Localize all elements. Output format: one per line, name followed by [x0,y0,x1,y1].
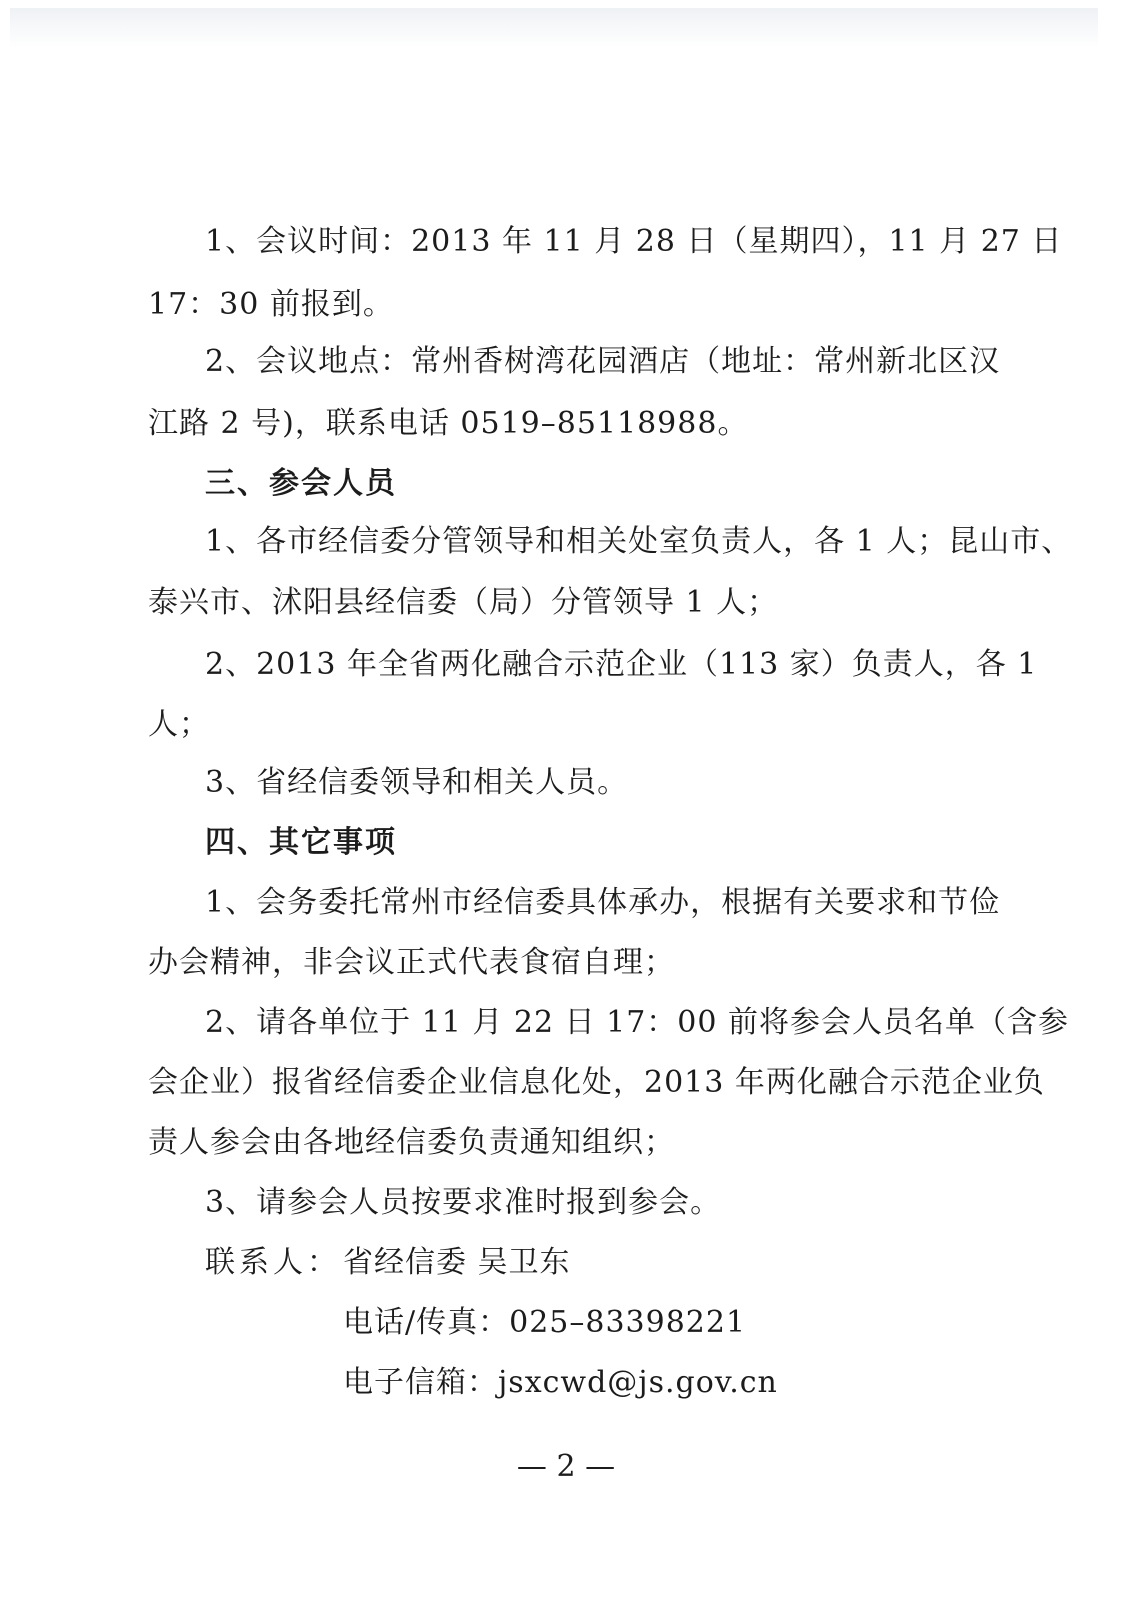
section-3-item-2-line-2: 人； [148,707,210,742]
contact-org-name: 省经信委 吴卫东 [343,1245,571,1280]
section-3-item-2-line-1: 2、2013 年全省两化融合示范企业（113 家）负责人，各 1 [205,647,1038,682]
section-4-item-2-line-3: 责人参会由各地经信委负责通知组织； [148,1125,675,1160]
section-4-item-1-line-2: 办会精神，非会议正式代表食宿自理； [148,945,675,980]
section-4-item-3: 3、请参会人员按要求准时报到参会。 [205,1185,722,1220]
section-4-item-1-line-1: 1、会务委托常州市经信委具体承办，根据有关要求和节俭 [205,885,1001,920]
section-3-item-3: 3、省经信委领导和相关人员。 [205,765,629,800]
section-3-heading: 三、参会人员 [205,466,397,501]
section-4-item-2-line-1: 2、请各单位于 11 月 22 日 17：00 前将参会人员名单（含参 [205,1005,1069,1040]
contact-phone: 电话/传真：025–83398221 [343,1305,747,1340]
contact-email: 电子信箱：jsxcwd@js.gov.cn [343,1365,778,1400]
section-4-heading: 四、其它事项 [205,825,397,860]
meeting-place-line-1: 2、会议地点：常州香树湾花园酒店（地址：常州新北区汉 [205,344,1001,379]
section-3-item-1-line-1: 1、各市经信委分管领导和相关处室负责人，各 1 人；昆山市、 [205,524,1073,559]
meeting-time-line-2: 17：30 前报到。 [148,287,394,322]
page-number: — 2 — [516,1449,616,1484]
meeting-place-line-2: 江路 2 号)，联系电话 0519–85118988。 [148,406,749,441]
contact-label: 联系人： [205,1245,341,1280]
meeting-time-line-1: 1、会议时间：2013 年 11 月 28 日（星期四），11 月 27 日 [205,224,1063,259]
section-3-item-1-line-2: 泰兴市、沭阳县经信委（局）分管领导 1 人； [148,585,779,620]
scan-edge-shading [10,8,1098,48]
section-4-item-2-line-2: 会企业）报省经信委企业信息化处，2013 年两化融合示范企业负 [148,1065,1045,1100]
